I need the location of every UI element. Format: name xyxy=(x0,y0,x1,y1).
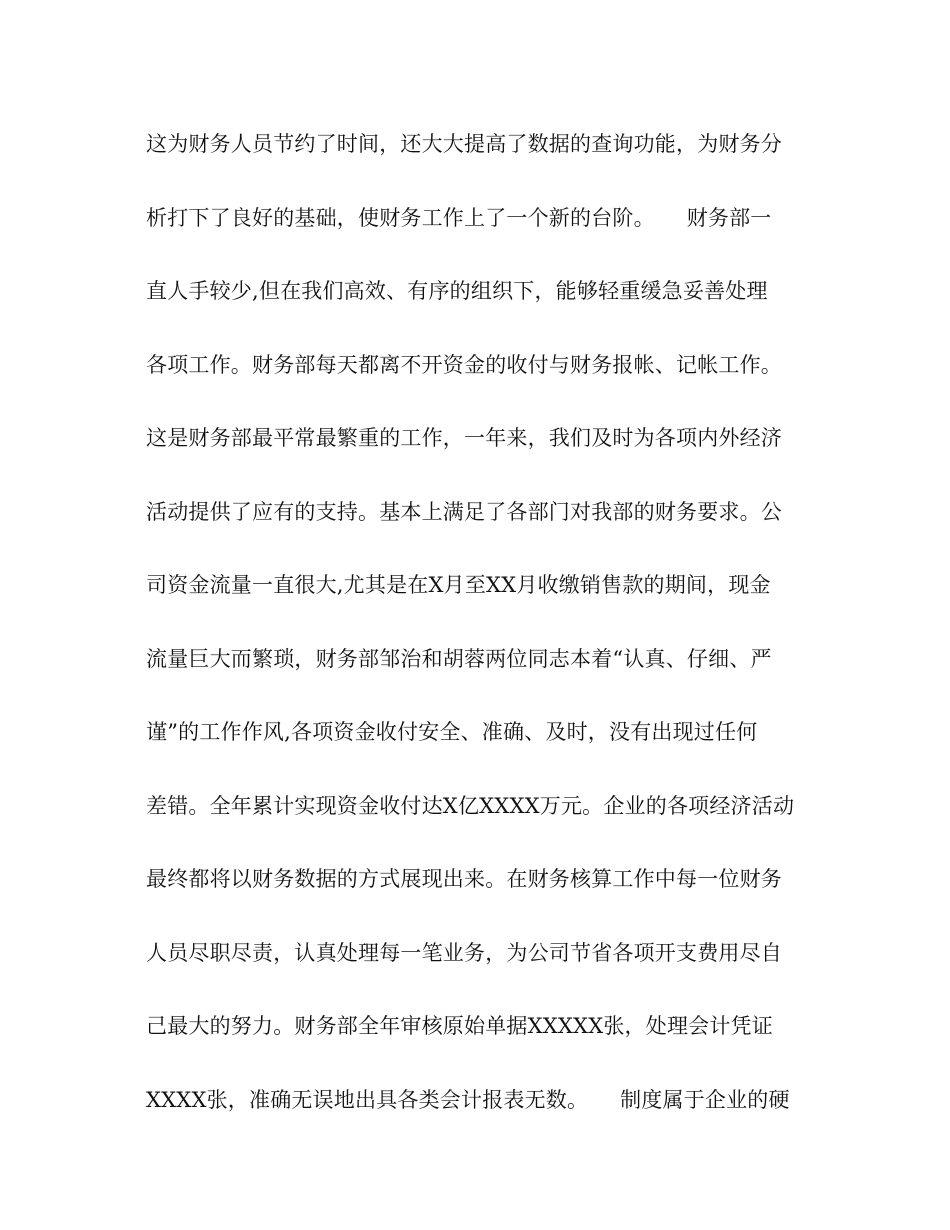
text-line: 析打下了良好的基础，使财务工作上了一个新的台阶。 财务部一 xyxy=(146,205,772,230)
text-line: 各项工作。财务部每天都离不开资金的收付与财务报帐、记帐工作。 xyxy=(146,352,782,377)
text-line: 活动提供了应有的支持。基本上满足了各部门对我部的财务要求。公 xyxy=(146,499,782,524)
text-line: 最终都将以财务数据的方式展现出来。在财务核算工作中每一位财务 xyxy=(146,867,782,891)
text-line: 谨”的工作作风,各项资金收付安全、准确、及时，没有出现过任何 xyxy=(146,720,758,744)
text-line: 这是财务部最平常最繁重的工作，一年来，我们及时为各项内外经济 xyxy=(146,426,782,450)
text-line: 己最大的努力。财务部全年审核原始单据XXXXX张，处理会计凭证 xyxy=(146,1014,773,1038)
text-line: 差错。全年累计实现资金收付达X亿XXXX万元。企业的各项经济活动 xyxy=(146,793,795,818)
text-line: 人员尽职尽责，认真处理每一笔业务，为公司节省各项开支费用尽自 xyxy=(146,940,782,965)
text-line: 直人手较少,但在我们高效、有序的组织下，能够轻重缓急妥善处理 xyxy=(146,279,768,303)
text-line: XXXX张，准确无误地出具各类会计报表无数。 制度属于企业的硬 xyxy=(146,1087,790,1112)
text-line: 司资金流量一直很大,尤其是在X月至XX月收缴销售款的期间，现金 xyxy=(146,573,771,597)
text-line: 流量巨大而繁琐，财务部邹治和胡蓉两位同志本着“认真、仔细、严 xyxy=(146,646,772,671)
text-line: 这为财务人员节约了时间，还大大提高了数据的查询功能，为财务分 xyxy=(146,132,782,156)
body-text xyxy=(146,120,816,1149)
